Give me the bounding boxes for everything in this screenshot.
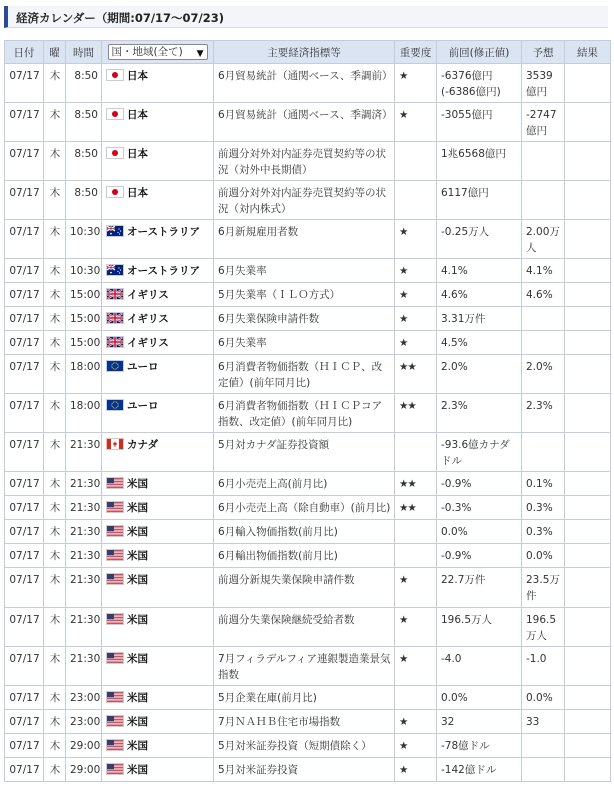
cell-previous: -0.3%: [437, 496, 522, 520]
cell-date: 07/17: [5, 734, 44, 758]
table-row: [5, 433, 611, 472]
cell-indicator: 6月輸入物価指数(前月比): [214, 520, 395, 544]
cell-country: [102, 520, 214, 544]
cell-previous: 1兆6568億円: [437, 142, 522, 181]
cell-country: [102, 608, 214, 647]
cell-country: [102, 283, 214, 307]
table-row: [5, 734, 611, 758]
cell-dow: 木: [44, 259, 66, 283]
cell-time: 29:00: [66, 758, 102, 782]
cell-indicator: 5月対米証券投資: [214, 758, 395, 782]
cell-country: [102, 647, 214, 686]
cell-result: [565, 394, 611, 433]
cell-forecast: 4.6%: [522, 283, 565, 307]
cell-country: [102, 568, 214, 608]
cell-dow: 木: [44, 734, 66, 758]
us-flag-icon: [106, 652, 124, 664]
cell-forecast: [522, 758, 565, 782]
uk-flag-icon: [106, 288, 124, 300]
cell-importance: ★: [395, 568, 437, 608]
cell-time: 23:00: [66, 710, 102, 734]
cell-date: 07/17: [5, 259, 44, 283]
cell-previous: -0.25万人: [437, 220, 522, 259]
country-label: 日本: [127, 109, 148, 121]
cell-previous: 0.0%: [437, 520, 522, 544]
country-label: イギリス: [127, 313, 169, 325]
us-flag-icon: [106, 477, 124, 489]
table-row: [5, 608, 611, 647]
cell-dow: 木: [44, 394, 66, 433]
cell-result: [565, 710, 611, 734]
cell-previous: 32: [437, 710, 522, 734]
country-label: 日本: [127, 187, 148, 199]
cell-indicator: 7月ＮＡＨＢ住宅市場指数: [214, 710, 395, 734]
cell-previous: 2.3%: [437, 394, 522, 433]
cell-forecast: 33: [522, 710, 565, 734]
calendar-title: 経済カレンダー（期間:07/17～07/23): [16, 11, 225, 25]
cell-forecast: 2.00万人: [522, 220, 565, 259]
cell-date: 07/17: [5, 710, 44, 734]
cell-importance: ★: [395, 283, 437, 307]
header-region: [102, 41, 214, 64]
cell-importance: ★: [395, 608, 437, 647]
country-label: ユーロ: [127, 400, 159, 412]
country-label: イギリス: [127, 289, 169, 301]
cell-forecast: [522, 181, 565, 220]
cell-forecast: -1.0: [522, 647, 565, 686]
cell-date: 07/17: [5, 608, 44, 647]
cell-forecast: [522, 307, 565, 331]
table-row: [5, 103, 611, 142]
country-label: 日本: [127, 70, 148, 82]
cell-importance: ★: [395, 647, 437, 686]
cell-time: 21:30: [66, 433, 102, 472]
cell-country: [102, 103, 214, 142]
cell-result: [565, 758, 611, 782]
cell-previous: -0.9%: [437, 472, 522, 496]
cell-indicator: 5月企業在庫(前月比): [214, 686, 395, 710]
calendar-title-bar: [4, 6, 608, 28]
table-row: [5, 520, 611, 544]
us-flag-icon: [106, 549, 124, 561]
cell-forecast: 0.1%: [522, 472, 565, 496]
cell-indicator: 6月小売売上高（除自動車）(前月比): [214, 496, 395, 520]
country-label: 米国: [127, 692, 148, 704]
cell-dow: 木: [44, 142, 66, 181]
cell-time: 21:30: [66, 472, 102, 496]
header-dow: 曜: [44, 41, 66, 64]
cell-indicator: 6月消費者物価指数（ＨＩＣＰ、改定値）(前年同月比): [214, 355, 395, 394]
country-label: 米国: [127, 502, 148, 514]
cell-country: [102, 142, 214, 181]
table-row: [5, 568, 611, 608]
cell-indicator: 6月輸出物価指数(前月比): [214, 544, 395, 568]
us-flag-icon: [106, 525, 124, 537]
us-flag-icon: [106, 763, 124, 775]
cell-date: 07/17: [5, 496, 44, 520]
cell-importance: ★★: [395, 496, 437, 520]
cell-dow: 木: [44, 568, 66, 608]
country-label: オーストラリア: [127, 226, 200, 238]
cell-date: 07/17: [5, 355, 44, 394]
cell-forecast: 4.1%: [522, 259, 565, 283]
cell-time: 21:30: [66, 496, 102, 520]
cell-forecast: [522, 734, 565, 758]
eu-flag-icon: [106, 360, 124, 372]
table-row: [5, 259, 611, 283]
cell-dow: 木: [44, 307, 66, 331]
cell-importance: [395, 142, 437, 181]
cell-time: 10:30: [66, 259, 102, 283]
cell-forecast: [522, 433, 565, 472]
cell-time: 21:30: [66, 520, 102, 544]
us-flag-icon: [106, 501, 124, 513]
country-label: ユーロ: [127, 361, 159, 373]
cell-dow: 木: [44, 103, 66, 142]
cell-forecast: [522, 331, 565, 355]
header-date: 日付: [5, 41, 44, 64]
cell-time: 15:00: [66, 283, 102, 307]
cell-dow: 木: [44, 520, 66, 544]
cell-previous: 4.5%: [437, 331, 522, 355]
cell-country: [102, 734, 214, 758]
cell-forecast: [522, 142, 565, 181]
cell-indicator: 6月貿易統計（通関ベース、季調前）: [214, 64, 395, 103]
cell-forecast: 0.0%: [522, 686, 565, 710]
cell-indicator: 5月対米証券投資（短期債除く）: [214, 734, 395, 758]
country-label: 米国: [127, 740, 148, 752]
cell-forecast: 0.0%: [522, 544, 565, 568]
cell-country: [102, 355, 214, 394]
cell-country: [102, 686, 214, 710]
country-label: イギリス: [127, 337, 169, 349]
country-label: 米国: [127, 550, 148, 562]
chevron-down-icon: ▼: [196, 49, 204, 59]
cell-result: [565, 734, 611, 758]
table-row: [5, 181, 611, 220]
australia-flag-icon: [106, 264, 124, 276]
cell-importance: ★: [395, 307, 437, 331]
cell-result: [565, 472, 611, 496]
cell-time: 8:50: [66, 64, 102, 103]
cell-importance: ★: [395, 64, 437, 103]
header-forecast: 予想: [522, 41, 565, 64]
cell-date: 07/17: [5, 64, 44, 103]
cell-date: 07/17: [5, 433, 44, 472]
japan-flag-icon: [106, 186, 124, 198]
cell-importance: ★: [395, 734, 437, 758]
cell-previous: -0.9%: [437, 544, 522, 568]
cell-dow: 木: [44, 472, 66, 496]
cell-forecast: 2.3%: [522, 394, 565, 433]
cell-importance: ★: [395, 259, 437, 283]
us-flag-icon: [106, 613, 124, 625]
cell-dow: 木: [44, 220, 66, 259]
cell-dow: 木: [44, 64, 66, 103]
cell-dow: 木: [44, 647, 66, 686]
table-row: [5, 64, 611, 103]
cell-dow: 木: [44, 686, 66, 710]
australia-flag-icon: [106, 225, 124, 237]
table-row: [5, 472, 611, 496]
cell-dow: 木: [44, 283, 66, 307]
header-previous: 前回(修正値): [437, 41, 522, 64]
cell-country: [102, 181, 214, 220]
table-row: [5, 647, 611, 686]
cell-country: [102, 433, 214, 472]
cell-date: 07/17: [5, 283, 44, 307]
cell-indicator: 6月新規雇用者数: [214, 220, 395, 259]
table-header-row: [5, 41, 611, 64]
japan-flag-icon: [106, 108, 124, 120]
cell-result: [565, 544, 611, 568]
cell-result: [565, 568, 611, 608]
cell-country: [102, 307, 214, 331]
cell-time: 21:30: [66, 608, 102, 647]
japan-flag-icon: [106, 147, 124, 159]
header-indicator: 主要経済指標等: [214, 41, 395, 64]
cell-importance: ★: [395, 710, 437, 734]
cell-date: 07/17: [5, 394, 44, 433]
cell-date: 07/17: [5, 331, 44, 355]
cell-indicator: 6月失業保険申請件数: [214, 307, 395, 331]
header-time: 時間: [66, 41, 102, 64]
cell-importance: [395, 544, 437, 568]
cell-forecast: 0.3%: [522, 520, 565, 544]
cell-date: 07/17: [5, 181, 44, 220]
cell-previous: 6117億円: [437, 181, 522, 220]
cell-result: [565, 103, 611, 142]
cell-previous: -3055億円: [437, 103, 522, 142]
cell-country: [102, 544, 214, 568]
cell-dow: 木: [44, 181, 66, 220]
cell-result: [565, 433, 611, 472]
cell-indicator: 6月小売売上高(前月比): [214, 472, 395, 496]
uk-flag-icon: [106, 336, 124, 348]
region-filter-value: 国・地域(全て): [111, 46, 183, 58]
cell-previous: -6376億円(-6386億円): [437, 64, 522, 103]
cell-dow: 木: [44, 355, 66, 394]
table-row: [5, 394, 611, 433]
cell-time: 29:00: [66, 734, 102, 758]
cell-result: [565, 64, 611, 103]
cell-dow: 木: [44, 433, 66, 472]
cell-result: [565, 496, 611, 520]
cell-result: [565, 520, 611, 544]
cell-dow: 木: [44, 331, 66, 355]
cell-forecast: 23.5万件: [522, 568, 565, 608]
cell-time: 15:00: [66, 331, 102, 355]
table-row: [5, 307, 611, 331]
cell-importance: [395, 520, 437, 544]
cell-dow: 木: [44, 496, 66, 520]
cell-result: [565, 259, 611, 283]
cell-importance: ★★: [395, 472, 437, 496]
cell-importance: [395, 686, 437, 710]
cell-date: 07/17: [5, 103, 44, 142]
cell-previous: 196.5万人: [437, 608, 522, 647]
cell-indicator: 7月フィラデルフィア連銀製造業景気指数: [214, 647, 395, 686]
cell-indicator: 6月消費者物価指数（ＨＩＣＰコア指数、改定値）(前年同月比): [214, 394, 395, 433]
japan-flag-icon: [106, 69, 124, 81]
cell-previous: 4.6%: [437, 283, 522, 307]
cell-previous: -4.0: [437, 647, 522, 686]
cell-forecast: 0.3%: [522, 496, 565, 520]
table-row: [5, 283, 611, 307]
cell-importance: ★: [395, 331, 437, 355]
cell-dow: 木: [44, 544, 66, 568]
table-row: [5, 355, 611, 394]
country-label: 米国: [127, 653, 148, 665]
economic-calendar-table: [4, 40, 611, 782]
cell-country: [102, 472, 214, 496]
cell-result: [565, 283, 611, 307]
cell-indicator: 6月失業率: [214, 331, 395, 355]
cell-country: [102, 758, 214, 782]
cell-indicator: 6月貿易統計（通関ベース、季調済）: [214, 103, 395, 142]
canada-flag-icon: [106, 438, 124, 450]
table-row: [5, 331, 611, 355]
table-row: [5, 544, 611, 568]
cell-dow: 木: [44, 758, 66, 782]
table-row: [5, 142, 611, 181]
country-label: オーストラリア: [127, 265, 200, 277]
us-flag-icon: [106, 691, 124, 703]
cell-date: 07/17: [5, 544, 44, 568]
cell-result: [565, 686, 611, 710]
country-label: 米国: [127, 716, 148, 728]
cell-forecast: 3539億円: [522, 64, 565, 103]
country-label: 米国: [127, 478, 148, 490]
cell-date: 07/17: [5, 472, 44, 496]
cell-dow: 木: [44, 710, 66, 734]
cell-importance: ★★: [395, 394, 437, 433]
cell-forecast: -2747億円: [522, 103, 565, 142]
us-flag-icon: [106, 573, 124, 585]
table-row: [5, 710, 611, 734]
cell-time: 8:50: [66, 181, 102, 220]
cell-indicator: 前週分失業保険継続受給者数: [214, 608, 395, 647]
cell-time: 21:30: [66, 544, 102, 568]
cell-importance: ★: [395, 103, 437, 142]
table-row: [5, 686, 611, 710]
cell-previous: 22.7万件: [437, 568, 522, 608]
cell-previous: 3.31万件: [437, 307, 522, 331]
cell-importance: [395, 181, 437, 220]
country-label: 米国: [127, 764, 148, 776]
cell-previous: -93.6億カナダドル: [437, 433, 522, 472]
cell-result: [565, 220, 611, 259]
cell-previous: 0.0%: [437, 686, 522, 710]
cell-date: 07/17: [5, 220, 44, 259]
cell-indicator: 前週分新規失業保険申請件数: [214, 568, 395, 608]
cell-importance: ★: [395, 220, 437, 259]
cell-result: [565, 181, 611, 220]
cell-date: 07/17: [5, 520, 44, 544]
cell-result: [565, 608, 611, 647]
country-label: カナダ: [127, 439, 158, 451]
cell-country: [102, 496, 214, 520]
cell-country: [102, 259, 214, 283]
region-filter-select[interactable]: [108, 44, 208, 60]
cell-country: [102, 220, 214, 259]
cell-forecast: 2.0%: [522, 355, 565, 394]
cell-importance: ★: [395, 758, 437, 782]
country-label: 米国: [127, 574, 148, 586]
cell-indicator: 6月失業率: [214, 259, 395, 283]
table-row: [5, 496, 611, 520]
table-row: [5, 220, 611, 259]
uk-flag-icon: [106, 312, 124, 324]
cell-date: 07/17: [5, 307, 44, 331]
cell-indicator: 5月対カナダ証券投資額: [214, 433, 395, 472]
cell-time: 23:00: [66, 686, 102, 710]
cell-dow: 木: [44, 608, 66, 647]
cell-indicator: 前週分対外対内証券売買契約等の状況（対内株式）: [214, 181, 395, 220]
country-label: 米国: [127, 526, 148, 538]
cell-importance: [395, 433, 437, 472]
cell-previous: -142億ドル: [437, 758, 522, 782]
cell-forecast: 196.5万人: [522, 608, 565, 647]
cell-time: 21:30: [66, 568, 102, 608]
cell-indicator: 5月失業率（ＩＬＯ方式）: [214, 283, 395, 307]
header-importance: 重要度: [395, 41, 437, 64]
cell-result: [565, 142, 611, 181]
cell-country: [102, 394, 214, 433]
header-result: 結果: [565, 41, 611, 64]
cell-result: [565, 647, 611, 686]
cell-country: [102, 64, 214, 103]
cell-date: 07/17: [5, 142, 44, 181]
cell-date: 07/17: [5, 758, 44, 782]
cell-result: [565, 331, 611, 355]
cell-importance: ★★: [395, 355, 437, 394]
cell-date: 07/17: [5, 647, 44, 686]
cell-date: 07/17: [5, 568, 44, 608]
cell-time: 18:00: [66, 394, 102, 433]
cell-date: 07/17: [5, 686, 44, 710]
cell-previous: 4.1%: [437, 259, 522, 283]
cell-time: 18:00: [66, 355, 102, 394]
cell-time: 21:30: [66, 647, 102, 686]
cell-time: 8:50: [66, 142, 102, 181]
cell-country: [102, 710, 214, 734]
cell-time: 10:30: [66, 220, 102, 259]
eu-flag-icon: [106, 399, 124, 411]
country-label: 日本: [127, 148, 148, 160]
cell-result: [565, 355, 611, 394]
cell-indicator: 前週分対外対内証券売買契約等の状況（対外中長期債）: [214, 142, 395, 181]
us-flag-icon: [106, 739, 124, 751]
cell-previous: -78億ドル: [437, 734, 522, 758]
cell-time: 15:00: [66, 307, 102, 331]
cell-previous: 2.0%: [437, 355, 522, 394]
us-flag-icon: [106, 715, 124, 727]
country-label: 米国: [127, 614, 148, 626]
table-row: [5, 758, 611, 782]
cell-result: [565, 307, 611, 331]
cell-time: 8:50: [66, 103, 102, 142]
cell-country: [102, 331, 214, 355]
